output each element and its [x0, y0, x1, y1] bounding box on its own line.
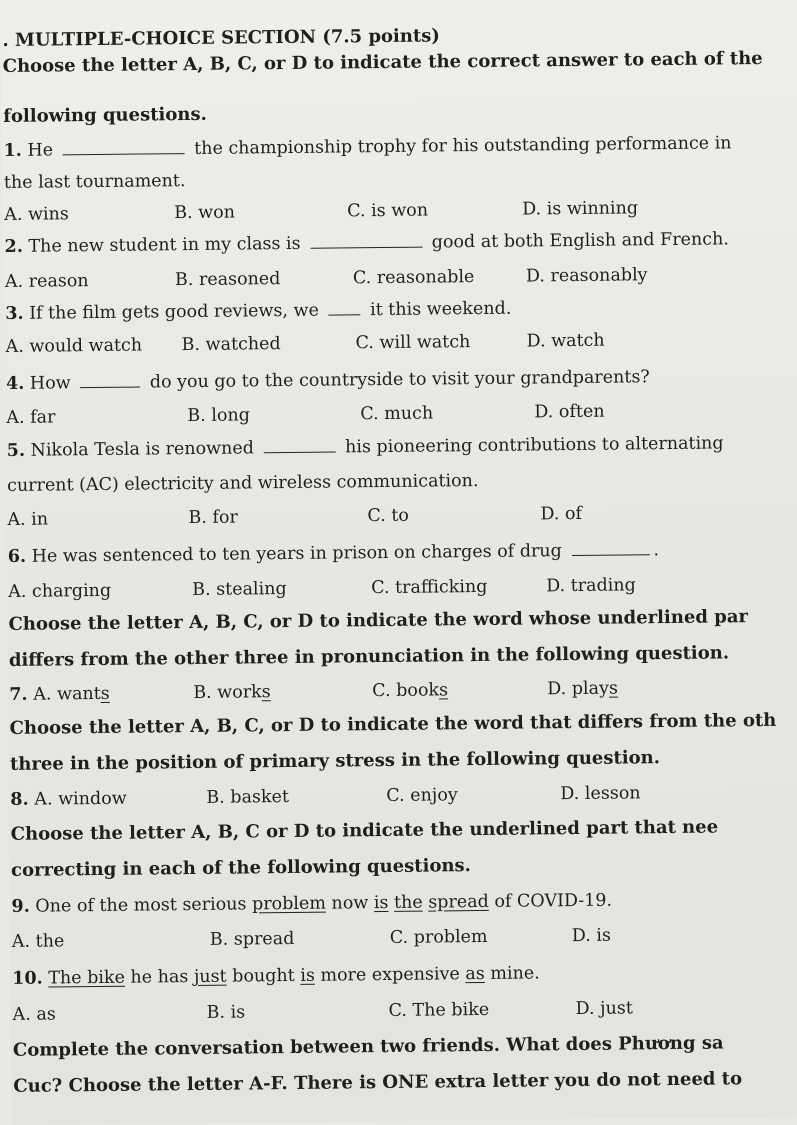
question-4	[6, 366, 650, 395]
option-d: D. reasonably	[525, 265, 648, 287]
option-a: A. would watch	[5, 335, 143, 357]
question-number: 3.	[5, 303, 24, 324]
options-4	[4, 400, 797, 432]
question-8	[8, 782, 797, 814]
question-number: 8.	[10, 789, 29, 810]
question-text: He	[27, 140, 54, 161]
question-2	[4, 228, 729, 258]
option-c: C. to	[367, 505, 409, 527]
question-number: 2.	[4, 236, 23, 257]
option-c: C. enjoy	[386, 785, 458, 806]
option-a: A. the	[11, 931, 65, 952]
underlined-part-c: The bike	[48, 967, 126, 989]
option-b: B. long	[187, 405, 251, 427]
question-7	[7, 677, 797, 709]
option-b: B. is	[206, 1002, 246, 1023]
option-c: C. much	[360, 403, 434, 425]
question-9	[11, 890, 612, 918]
options-9	[10, 924, 797, 956]
question-1-cont: the last tournament.	[3, 171, 186, 193]
question-1	[3, 132, 731, 162]
option-b: B. watched	[181, 334, 281, 356]
sentence-part: now	[331, 893, 369, 914]
instruction-1-line-2: following questions.	[3, 103, 207, 127]
answer-blank	[263, 438, 335, 454]
option-a: A. reason	[4, 271, 89, 292]
option-b: B. won	[174, 202, 236, 224]
option-c: C. reasonable	[352, 267, 475, 289]
question-text: do you go to the countryside to visit your grandparents?	[149, 367, 650, 393]
option-b: B. basket	[206, 787, 290, 808]
underlined-letter: s	[608, 678, 618, 699]
option-c: C. is won	[347, 200, 429, 222]
option-a: A. as	[12, 1004, 56, 1025]
option-d: D. watch	[526, 330, 605, 352]
question-number: 9.	[11, 896, 30, 917]
options-3	[4, 329, 797, 361]
option-d: D. lesson	[560, 783, 641, 805]
answer-blank	[310, 233, 422, 249]
question-text: his pioneering contributions to alternating	[344, 433, 724, 458]
sentence-part: more expensive	[320, 964, 460, 986]
sentence-part: he has	[130, 967, 189, 988]
question-text: good at both English and French.	[431, 229, 729, 253]
underlined-part-d: is	[373, 892, 389, 914]
option-c: C. trafficking	[371, 576, 488, 599]
options-6	[6, 574, 797, 606]
question-6	[8, 539, 659, 568]
question-number: 5.	[6, 440, 26, 461]
underlined-letter: s	[100, 683, 110, 704]
question-number: 4.	[5, 373, 25, 394]
section-title: . MULTIPLE-CHOICE SECTION (7.5 points)	[2, 25, 440, 51]
error-instruction-1: Choose the letter A, B, C or D to indicate the underlined part that nee	[10, 816, 719, 845]
underlined-part-a: the	[393, 892, 423, 913]
stress-instruction-2: three in the position of primary stress in the following question.	[9, 747, 661, 775]
sentence-part: mine.	[490, 963, 540, 984]
question-number: 6.	[7, 546, 27, 567]
option-d	[547, 679, 618, 700]
option-d: D. is winning	[522, 198, 639, 220]
question-10	[12, 962, 540, 990]
option-c: C. The bike	[388, 999, 490, 1021]
question-5	[7, 432, 724, 462]
option-a: A. charging	[8, 580, 112, 602]
question-3	[5, 298, 511, 325]
question-text: .	[653, 540, 660, 561]
option-c: C. will watch	[355, 332, 471, 354]
underlined-part-c: problem	[251, 893, 327, 915]
option-c: C. problem	[389, 926, 488, 948]
question-number: 7.	[9, 684, 28, 705]
question-text: If the film gets good reviews, we	[29, 300, 320, 324]
option-d: D. just	[575, 998, 633, 1020]
option-d: D. trading	[546, 575, 636, 597]
stress-instruction-1: Choose the letter A, B, C, or D to indicate the word that differs from the oth	[9, 709, 777, 739]
option-a	[33, 684, 110, 705]
question-text: it this weekend.	[369, 298, 512, 321]
options-10	[11, 997, 797, 1029]
instruction-1-line-1: Choose the letter A, B, C, or D to indicate the correct answer to each of the	[2, 48, 763, 77]
option-b-text: B. work	[193, 682, 262, 704]
option-c	[372, 680, 448, 701]
options-1	[2, 197, 797, 229]
conversation-instruction-2: Cuc? Choose the letter A-F. There is ONE extra letter you do not need to	[13, 1068, 743, 1097]
option-b	[193, 682, 271, 703]
option-d: D. is	[571, 925, 612, 947]
option-a-text: A. want	[33, 683, 101, 705]
option-c-text: C. book	[372, 680, 440, 702]
error-instruction-2: correcting in each of the following questions.	[11, 855, 472, 881]
pronunciation-instruction-1: Choose the letter A, B, C, or D to indicate the word whose underlined par	[8, 606, 749, 635]
question-text: How	[29, 373, 71, 394]
question-number: 10.	[12, 968, 43, 989]
option-a: A. window	[34, 788, 127, 810]
question-5-cont: current (AC) electricity and wireless communication.	[6, 471, 479, 496]
conversation-instruction-1: Complete the conversation between two friends. What does Phương sa	[12, 1032, 724, 1061]
answer-blank	[80, 373, 140, 389]
option-a: A. wins	[4, 204, 69, 225]
underlined-part-d: just	[193, 966, 227, 988]
underlined-part-a: as	[465, 963, 485, 985]
question-text: Nikola Tesla is renowned	[30, 438, 255, 461]
option-b: B. stealing	[192, 579, 287, 601]
question-number: 1.	[3, 140, 22, 161]
option-d: D. of	[540, 503, 583, 525]
underlined-part-b: spread	[428, 891, 489, 913]
answer-blank	[328, 300, 360, 315]
question-text: The new student in my class is	[28, 233, 301, 257]
option-b: B. spread	[209, 928, 295, 950]
sentence-part: bought	[232, 965, 295, 987]
answer-blank	[63, 139, 185, 155]
options-5	[5, 502, 797, 534]
question-text: He was sentenced to ten years in prison on charges of drug	[31, 541, 562, 567]
question-text: the championship trophy for his outstanding performance in	[194, 133, 732, 159]
sentence-part: of COVID-19.	[494, 890, 613, 912]
underlined-part-b: is	[300, 965, 315, 986]
answer-blank	[571, 540, 649, 556]
options-2	[3, 264, 797, 296]
underlined-letter: s	[438, 680, 449, 701]
option-b: B. reasoned	[174, 269, 281, 291]
option-d: D. often	[534, 401, 605, 423]
option-b: B. for	[188, 507, 238, 529]
sentence-part: One of the most serious	[35, 894, 247, 917]
option-a: A. in	[7, 509, 49, 530]
option-a: A. far	[6, 407, 56, 428]
pronunciation-instruction-2: differs from the other three in pronunciation in the following question.	[8, 642, 730, 671]
option-d-text: D. play	[547, 678, 610, 700]
underlined-letter: s	[261, 682, 271, 703]
